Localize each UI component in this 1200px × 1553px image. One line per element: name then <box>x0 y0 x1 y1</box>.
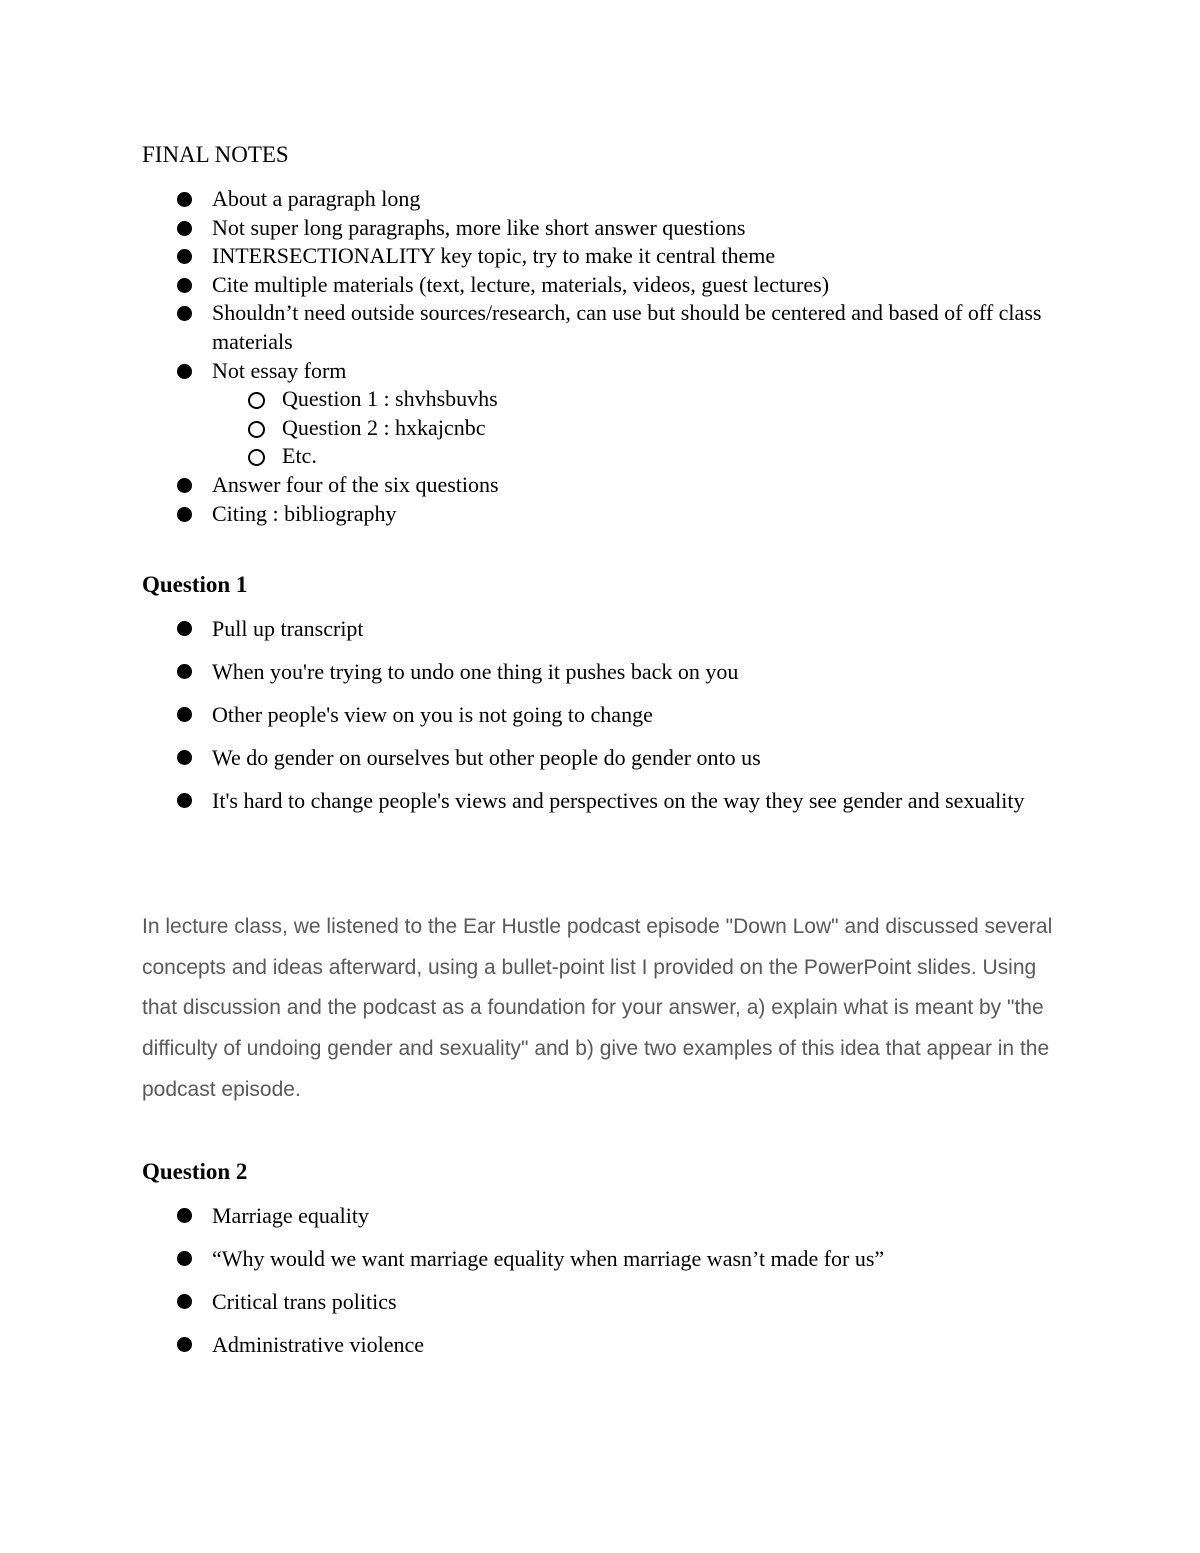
list-item-essay-form <box>0 357 1200 471</box>
list-item-label: Not essay form <box>212 357 347 383</box>
sublist-item: Etc. <box>212 442 1070 471</box>
question-1-notes <box>0 607 1200 822</box>
sublist-item: Question 2 : hxkajcnbc <box>212 414 1070 443</box>
list-item: Citing : bibliography <box>0 500 1200 529</box>
list-item: Pull up transcript <box>0 607 1200 650</box>
list-item: Administrative violence <box>0 1323 1200 1366</box>
question-1-heading: Question 1 <box>142 572 248 597</box>
list-item: About a paragraph long <box>0 185 1200 214</box>
list-item: Marriage equality <box>0 1194 1200 1237</box>
list-item: We do gender on ourselves but other people do gender onto us <box>0 736 1200 779</box>
question-2-notes <box>0 1194 1200 1366</box>
sublist-item: Question 1 : shvhsbuvhs <box>212 385 1070 414</box>
list-item: Other people's view on you is not going to change <box>0 693 1200 736</box>
question-2-heading: Question 2 <box>142 1159 248 1184</box>
essay-form-sublist <box>212 385 1070 471</box>
list-item: Shouldn’t need outside sources/research, can use but should be centered and based of off class materials <box>0 299 1200 356</box>
list-item: When you're trying to undo one thing it pushes back on you <box>0 650 1200 693</box>
page-title: FINAL NOTES <box>142 142 289 167</box>
list-item: It's hard to change people's views and perspectives on the way they see gender and sexuality <box>0 779 1200 822</box>
list-item: “Why would we want marriage equality when marriage wasn’t made for us” <box>0 1237 1200 1280</box>
question-1-prompt: In lecture class, we listened to the Ear Hustle podcast episode "Down Low" and discussed several concepts and ideas afterward, using a bullet-point list I provided on the PowerPoint slides. Using that discussion and the podcast as a foundation for your answer, a) explain what is meant by "the difficulty of undoing gender and sexuality" and b) give two examples of this idea that appear in the podcast episode. <box>142 915 1053 1101</box>
final-notes-list <box>0 185 1200 528</box>
list-item: Not super long paragraphs, more like short answer questions <box>0 214 1200 243</box>
list-item: Critical trans politics <box>0 1280 1200 1323</box>
list-item: Cite multiple materials (text, lecture, materials, videos, guest lectures) <box>0 271 1200 300</box>
list-item: INTERSECTIONALITY key topic, try to make it central theme <box>0 242 1200 271</box>
list-item: Answer four of the six questions <box>0 471 1200 500</box>
